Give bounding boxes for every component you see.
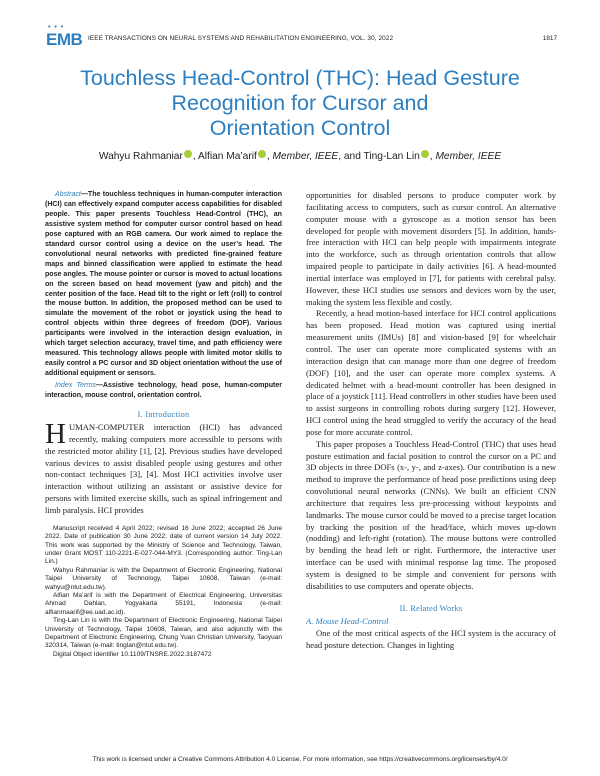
- page-number: 1817: [542, 35, 557, 42]
- drop-cap: H: [45, 418, 66, 451]
- index-terms-text: —Assistive technology, head pose, human-computer interaction, mouse control, orientation control.: [45, 382, 283, 400]
- footnote-manuscript: Manuscript received 4 April 2022; revised 16 June 2022; accepted 26 June 2022. Date of publication 30 June 2022; date of current version 14 July 2022. This work was supported by the Ministry of Science and Technology, Taiwan, under Grant MOST 110-2221-E-027-044-MY3. (Corresponding author: Ting-Lan Lin.): [45, 524, 282, 566]
- footnote-author-3: Ting-Lan Lin is with the Department of Electronic Engineering, National Taipei University of Technology, Taipei 10608, Taiwan, and also adjunctly with the Department of Electronic Engineering, Chung Yuan Christian University, Taoyuan 320314, Taiwan (e-mail: tinglan@ntut.edu.tw).: [45, 617, 282, 650]
- paper-title: [40, 66, 560, 141]
- abstract-label: Abstract: [55, 191, 81, 198]
- title-line: Recognition for Cursor and: [171, 91, 429, 115]
- running-header: [46, 24, 557, 49]
- paragraph: opportunities for disabled persons to produce computer work by facilitating access to computers, such as cursor control. An alternative computer mouse with a gyroscope as a motion sensor has been developed for people with movement disorders [5]. In addition, hands-free interaction with HCI can help people with impairments integrate into the workforce, such as through orientation controls that allow impaired people to participate in daily activities [6]. A head-mounted inertial interface was employed in [7], for patients with cerebral palsy. However, these HCI studies use sensors and devices worn by the user, making the system less flexible and costly.: [306, 190, 556, 307]
- right-body: [306, 190, 556, 593]
- orcid-icon[interactable]: [421, 150, 429, 158]
- right-column: [306, 190, 556, 651]
- index-terms: [45, 381, 282, 401]
- footnote-author-1: Wahyu Rahmaniar is with the Department of Electronic Engineering, National Taipei University of Technology, Taipei 10608, Taiwan (e-mail: wahyu@ntut.edu.tw).: [45, 566, 282, 591]
- abstract: [45, 190, 282, 379]
- section-heading-related-works: II. Related Works: [399, 603, 463, 613]
- emb-logo: [46, 24, 83, 50]
- intro-first-word: UMAN-COMPUTER: [68, 422, 145, 433]
- paragraph: One of the most critical aspects of the HCI system is the accuracy of head posture detection. Changes in lighting: [306, 627, 556, 650]
- footnote-doi: Digital Object Identifier 10.1109/TNSRE.2022.3187472: [53, 650, 212, 658]
- author-name: Wahyu Rahmaniar: [98, 151, 183, 162]
- paragraph: Recently, a head motion-based interface for HCI control applications has been proposed. Head motion was captured using inertial measurement units (IMUs) [8] and vision-based [9] for wheelchair control. The user can operate more complicated systems with an interaction design that can manage more than one degree of freedom (DOF) [10], and the user can operate more complex systems. A dedicated helmet with a head-mount controller has been designed in place of a joystick [11]. Head controllers in other studies have been used to assist surgeons in controlling robots during surgery [12]. However, HCI control using the head struggled to verify the accuracy of the head pose for more accurate control.: [306, 308, 556, 437]
- footnotes: [45, 525, 282, 660]
- orcid-icon[interactable]: [184, 150, 192, 158]
- index-terms-label: Index Terms: [55, 382, 96, 390]
- footnote-author-2: Alfian Ma’arif is with the Department of Electrical Engineering, Universitas Ahmad Dahlan, Yogyakarta 55191, Indonesia (e-mail: alfianmaarif@ee.uad.ac.id).: [45, 592, 282, 616]
- title-line: Orientation Control: [209, 116, 391, 140]
- intro-paragraph: [45, 418, 282, 517]
- paragraph: This paper proposes a Touchless Head-Control (THC) that uses head posture estimation and facial position to control the cursor on a PC and 3D objects in three DOFs (x-, y-, and z-axes). Our contribution is a new method to improve the performance of head pose predictions using deep convolutional neural networks (CNNs). We built an efficient CNN architecture that requires less pre-processing without keypoints and landmarks. The mouse cursor could be moved to a precise target location by tracking the position of the head/face, which moves up-down (nodding) and left-right (rotation). The mouse buttons were controlled by bending the head left or right. Furthermore, the interactive user interface can be used with minimal response lag time. The proposed system is designed to be simple and convenient for persons with disabilities to use computers and operate objects.: [306, 438, 556, 591]
- orcid-icon[interactable]: [258, 150, 266, 158]
- abstract-text: —The touchless techniques in human-computer interaction (HCI) can effectively expand computer access capabilities for disabled people. This paper presents Touchless Head-Control (THC), an assistive system method for computer cursor control based on head pose captured with an RGB camera. Our work aimed to replace the standard cursor control using a device on the user’s head. The convolutional neural networks with predicted fine-grained feature maps and binned classification were applied to estimate the head pose angles. The mouse pointer or cursor is moved to actual locations on the screen based on head movement (yaw and pitch) and the center position of the face. Head tilt to the right or left (roll) to control the mouse button. In addition, the proposed method can be used to simulate the movement of the robot or joystick using the head to control objects within three degrees of freedom (DOF). Various participants were involved in the interaction design evaluation, in which target selection accuracy, travel time, and path efficiency were measured. This technology allows people with limited motor skills to easily control a PC cursor and 3D object orientation without the use of additional equipment or sensors.: [45, 191, 282, 378]
- author-name: , and Ting-Lan Lin: [338, 151, 420, 162]
- right-body-2: [306, 628, 556, 652]
- intro-text: interaction (HCI) has advanced recently, making computers more accessible to persons with the restricted motor ability [1], [2]. Previous studies have developed various devices to assist disabled people using gestures and other non-contact techniques [3], [4]. Most HCI activities involve user interaction without utilizing an assistant or assistive device for persons with limited exercise skills, such as spinal infringement and limb paralysis. HCI provides: [45, 422, 282, 515]
- logo-dots-icon: • • •: [48, 24, 65, 31]
- logo-text: EMB: [46, 30, 83, 49]
- author-membership: Member, IEEE: [435, 151, 502, 162]
- journal-name: IEEE TRANSACTIONS ON NEURAL SYSTEMS AND REHABILITATION ENGINEERING, VOL. 30, 2022: [88, 35, 394, 42]
- author-membership: Member, IEEE: [272, 151, 339, 162]
- left-column: [45, 190, 282, 659]
- subsection-heading: A. Mouse Head-Control: [306, 615, 389, 626]
- section-heading-introduction: I. Introduction: [137, 410, 190, 420]
- license-footer: This work is licensed under a Creative Commons Attribution 4.0 License. For more information, see https://creativecommons.org/licenses/by/4.0/: [92, 756, 508, 763]
- title-line: Touchless Head-Control (THC): Head Gesture: [80, 66, 520, 90]
- author-list: Wahyu Rahmaniar , Alfian Ma’arif , Member, IEEE, and Ting-Lan Lin , Member, IEEE: [98, 151, 502, 162]
- author-name: , Alfian Ma’arif: [192, 151, 257, 162]
